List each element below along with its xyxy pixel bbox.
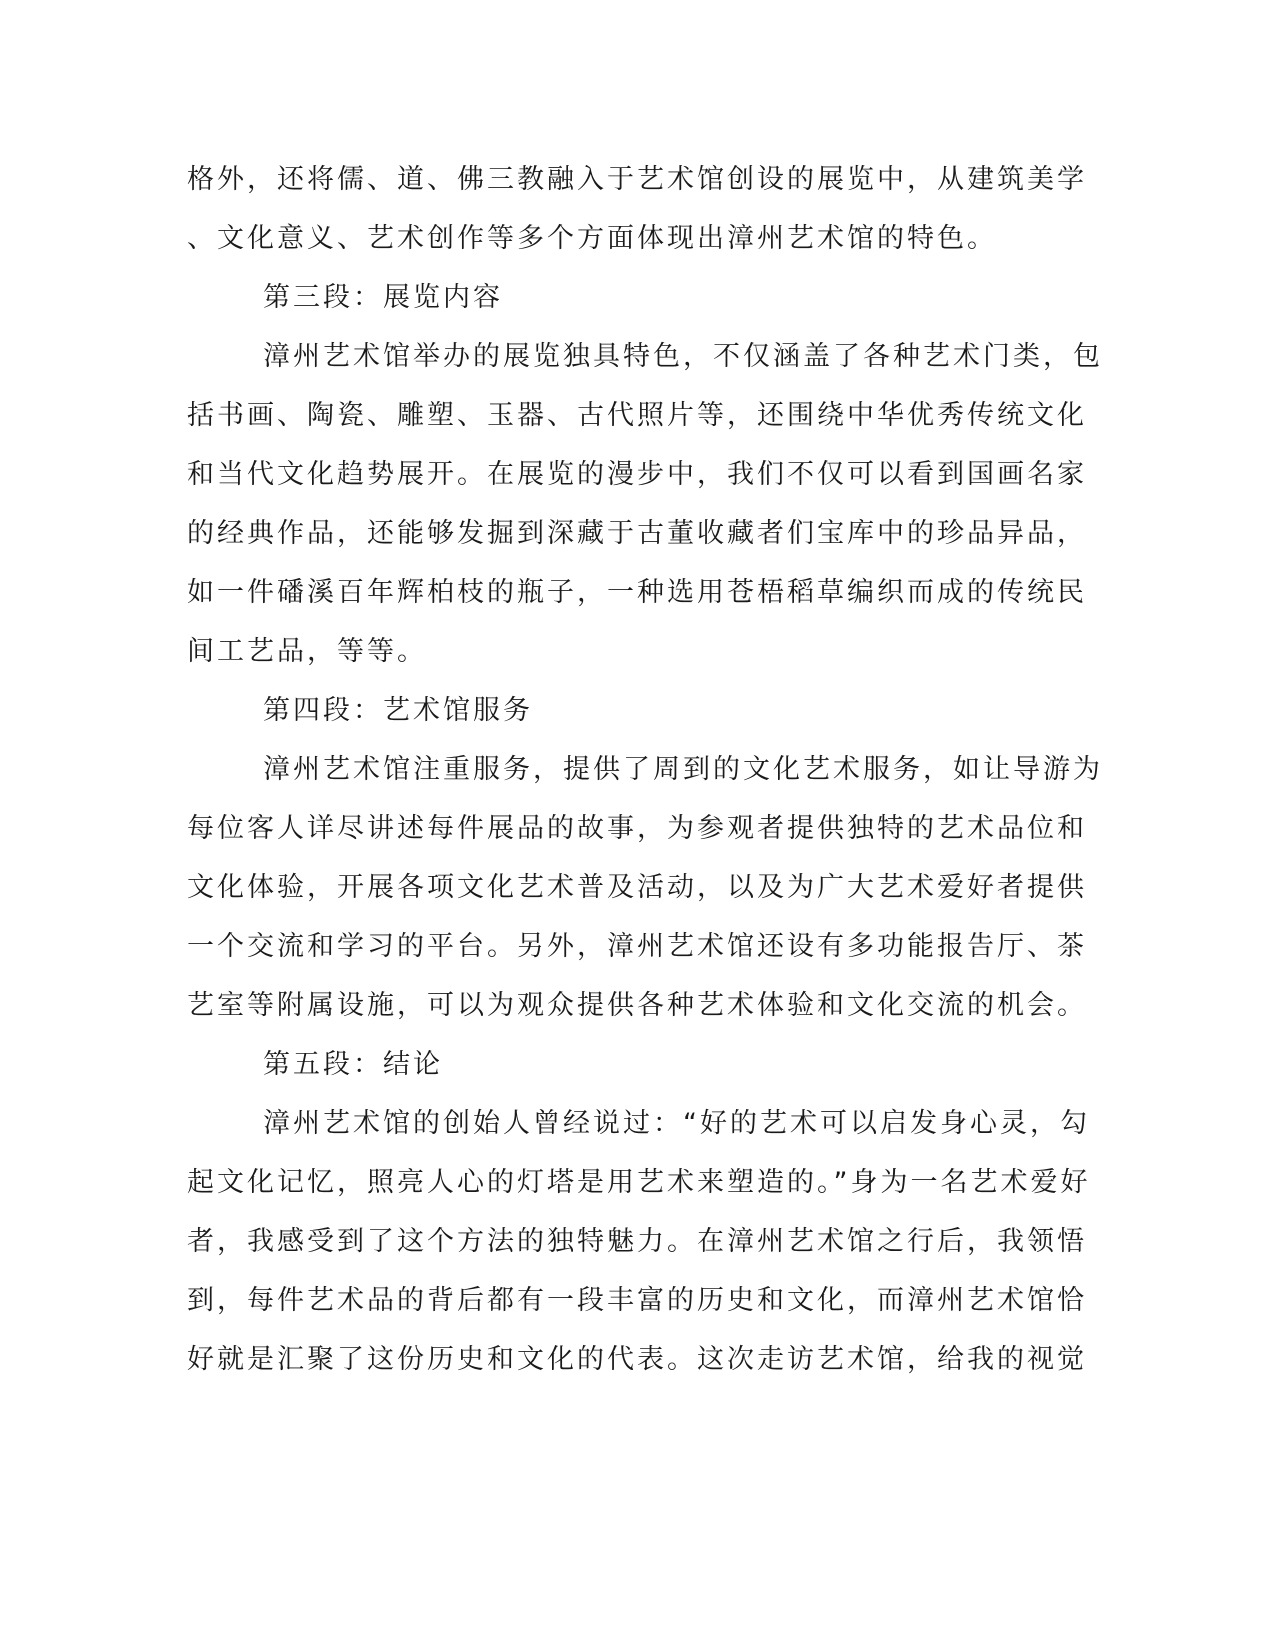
text-line: 漳州艺术馆的创始人曾经说过：“好的艺术可以启发身心灵，勾 — [263, 1108, 1090, 1139]
text-line: 的经典作品，还能够发掘到深藏于古董收藏者们宝库中的珍品异品， — [187, 518, 1087, 549]
text-line: 漳州艺术馆举办的展览独具特色，不仅涵盖了各种艺术门类，包 — [263, 341, 1103, 372]
text-line: 、文化意义、艺术创作等多个方面体现出漳州艺术馆的特色。 — [187, 223, 997, 254]
text-line: 漳州艺术馆注重服务，提供了周到的文化艺术服务，如让导游为 — [263, 754, 1103, 785]
section-heading-3: 第三段：展览内容 — [263, 282, 503, 313]
text-line: 者，我感受到了这个方法的独特魅力。在漳州艺术馆之行后，我领悟 — [187, 1226, 1087, 1257]
text-line: 和当代文化趋势展开。在展览的漫步中，我们不仅可以看到国画名家 — [187, 459, 1087, 490]
text-line: 如一件磻溪百年辉柏枝的瓶子，一种选用苍梧稻草编织而成的传统民 — [187, 577, 1087, 608]
section-heading-4: 第四段：艺术馆服务 — [263, 695, 533, 726]
text-line: 好就是汇聚了这份历史和文化的代表。这次走访艺术馆，给我的视觉 — [187, 1344, 1087, 1375]
section-heading-5: 第五段：结论 — [263, 1049, 443, 1080]
text-line: 一个交流和学习的平台。另外，漳州艺术馆还设有多功能报告厅、茶 — [187, 931, 1087, 962]
text-line: 艺室等附属设施，可以为观众提供各种艺术体验和文化交流的机会。 — [187, 990, 1087, 1021]
text-line: 每位客人详尽讲述每件展品的故事，为参观者提供独特的艺术品位和 — [187, 813, 1087, 844]
text-line: 文化体验，开展各项文化艺术普及活动，以及为广大艺术爱好者提供 — [187, 872, 1087, 903]
text-line: 括书画、陶瓷、雕塑、玉器、古代照片等，还围绕中华优秀传统文化 — [187, 400, 1087, 431]
text-line: 格外，还将儒、道、佛三教融入于艺术馆创设的展览中，从建筑美学 — [187, 164, 1087, 195]
text-line: 到，每件艺术品的背后都有一段丰富的历史和文化，而漳州艺术馆恰 — [187, 1285, 1087, 1316]
text-line: 起文化记忆，照亮人心的灯塔是用艺术来塑造的。”身为一名艺术爱好 — [187, 1167, 1091, 1198]
text-line: 间工艺品，等等。 — [187, 636, 427, 667]
